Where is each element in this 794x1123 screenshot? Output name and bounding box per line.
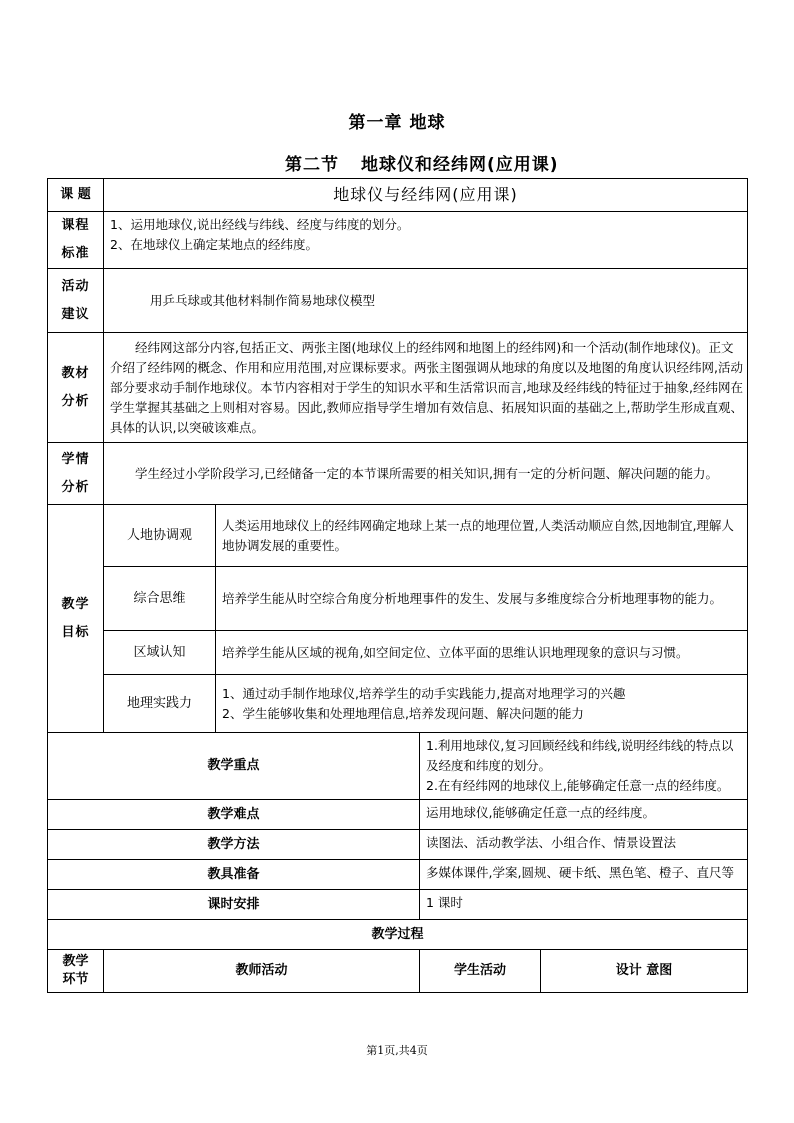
design-intent-header: 设计 意图 bbox=[615, 963, 673, 978]
method-content: 读图法、活动教学法、小组合作、情景设置法 bbox=[420, 830, 748, 860]
goal-name: 地理实践力 bbox=[104, 675, 216, 733]
goal-name: 综合思维 bbox=[104, 567, 216, 631]
activity-content: 用乒乓球或其他材料制作简易地球仪模型 bbox=[104, 269, 748, 333]
student-content: 学生经过小学阶段学习,已经储备一定的本节课所需要的相关知识,拥有一定的分析问题、解决问题的能力。 bbox=[104, 443, 748, 505]
tools-row bbox=[48, 860, 748, 890]
goal-row bbox=[48, 505, 748, 567]
goal-row bbox=[48, 631, 748, 675]
goal-content bbox=[216, 675, 748, 733]
student-activity-header: 学生活动 bbox=[453, 963, 506, 978]
method-label: 教学方法 bbox=[48, 830, 420, 860]
material-label: 教材 分析 bbox=[48, 333, 104, 443]
material-row bbox=[48, 333, 748, 443]
activity-row bbox=[48, 269, 748, 333]
time-content: 1 课时 bbox=[420, 890, 748, 920]
material-content: 经纬网这部分内容,包括正文、两张主图(地球仪上的经纬网和地图上的经纬网)和一个活动(制作地球仪)。正文介绍了经纬网的概念、作用和应用范围,对应课标要求。两张主图强调从地球的角度以及地图的角度认识经纬网,活动部分要求动手制作地球仪。本节内容相对于学生的知识水平和生活常识而言,地球及经纬线的特征过于抽象,经纬网在学生掌握其基础之上则相对容易。因此,教师应指导学生增加有效信息、拓展知识面的基础之上,帮助学生形成直观、具体的认识,以突破该难点。 bbox=[104, 333, 748, 443]
standard-line: 1、运用地球仪,说出经线与纬线、经度与纬度的划分。 bbox=[110, 217, 410, 232]
student-design-header bbox=[420, 950, 748, 993]
goal-row bbox=[48, 567, 748, 631]
process-title-row bbox=[48, 920, 748, 950]
key-points-label: 教学重点 bbox=[48, 733, 420, 800]
goal-content: 人类运用地球仪上的经纬网确定地球上某一点的地理位置,人类活动顺应自然,因地制宜,理解人地协调发展的重要性。 bbox=[216, 505, 748, 567]
activity-label: 活动 建议 bbox=[48, 269, 104, 333]
goal-content: 培养学生能从区域的视角,如空间定位、立体平面的思维认识地理现象的意识与习惯。 bbox=[216, 631, 748, 675]
time-label: 课时安排 bbox=[48, 890, 420, 920]
topic-row bbox=[48, 179, 748, 212]
goal-name: 人地协调观 bbox=[104, 505, 216, 567]
key-point-line: 1.利用地球仪,复习回顾经线和纬线,说明经纬线的特点以及经度和纬度的划分。 bbox=[426, 738, 734, 773]
standard-line: 2、在地球仪上确定某地点的经纬度。 bbox=[110, 237, 318, 252]
student-label: 学情 分析 bbox=[48, 443, 104, 505]
standard-label: 课程 标准 bbox=[48, 212, 104, 269]
chapter-title: 第一章 地球 bbox=[348, 113, 446, 133]
method-row bbox=[48, 830, 748, 860]
process-title: 教学过程 bbox=[48, 920, 748, 950]
key-points-content bbox=[420, 733, 748, 800]
goal-row bbox=[48, 675, 748, 733]
process-header-row bbox=[48, 950, 748, 993]
tools-label: 教具准备 bbox=[48, 860, 420, 890]
page-footer: 第1页,共4页 bbox=[366, 1044, 428, 1057]
lesson-plan-table bbox=[47, 178, 748, 993]
standard-content bbox=[104, 212, 748, 269]
stage-header: 教学 环节 bbox=[48, 950, 104, 993]
goal-name: 区域认知 bbox=[104, 631, 216, 675]
difficulty-content: 运用地球仪,能够确定任意一点的经纬度。 bbox=[420, 800, 748, 830]
difficulty-row bbox=[48, 800, 748, 830]
goal-line: 1、通过动手制作地球仪,培养学生的动手实践能力,提高对地理学习的兴趣 bbox=[222, 685, 626, 701]
difficulty-label: 教学难点 bbox=[48, 800, 420, 830]
tools-content: 多媒体课件,学案,圆规、硬卡纸、黑色笔、橙子、直尺等 bbox=[420, 860, 748, 890]
section-number: 第二节 bbox=[285, 155, 339, 175]
key-points-row bbox=[48, 733, 748, 800]
student-row bbox=[48, 443, 748, 505]
section-title bbox=[285, 150, 559, 175]
key-point-line: 2.在有经纬网的地球仪上,能够确定任意一点的经纬度。 bbox=[426, 778, 730, 793]
goal-line: 2、学生能够收集和处理地理信息,培养发现问题、解决问题的能力 bbox=[222, 705, 584, 721]
section-name: 地球仪和经纬网(应用课) bbox=[361, 155, 559, 175]
teacher-activity-header: 教师活动 bbox=[104, 950, 420, 993]
goal-content: 培养学生能从时空综合角度分析地理事件的发生、发展与多维度综合分析地理事物的能力。 bbox=[216, 567, 748, 631]
goals-label: 教学 目标 bbox=[48, 505, 104, 733]
standard-row bbox=[48, 212, 748, 269]
topic-value: 地球仪与经纬网(应用课) bbox=[104, 179, 748, 212]
time-row bbox=[48, 890, 748, 920]
topic-label: 课 题 bbox=[48, 179, 104, 212]
